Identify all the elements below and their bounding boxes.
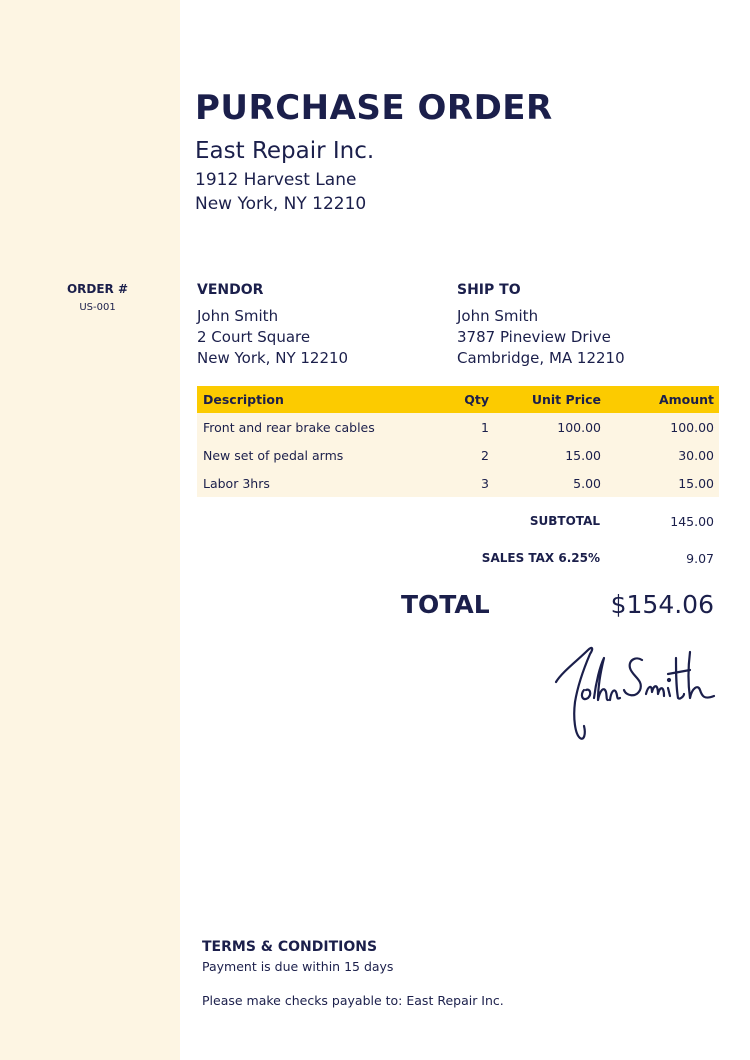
total-value: $154.06: [610, 590, 714, 619]
line-items-table: [197, 386, 719, 497]
item-unit-price: 15.00: [565, 447, 601, 463]
signature-image: [548, 638, 720, 746]
company-name: East Repair Inc.: [195, 138, 375, 164]
item-qty: 1: [481, 419, 489, 435]
company-address-street: 1912 Harvest Lane: [195, 170, 357, 190]
terms-checks-payable: Please make checks payable to: East Repair Inc.: [202, 993, 504, 1008]
order-number-label: ORDER #: [66, 282, 129, 296]
subtotal-value: 145.00: [670, 514, 714, 529]
total-label: TOTAL: [401, 590, 490, 619]
item-qty: 3: [481, 475, 489, 491]
header-unit-price: Unit Price: [531, 392, 601, 407]
header-qty: Qty: [464, 392, 489, 407]
vendor-city: New York, NY 12210: [197, 349, 349, 367]
item-amount: 100.00: [670, 419, 714, 435]
subtotal-label: SUBTOTAL: [529, 514, 600, 528]
table-row: [197, 441, 719, 469]
table-header-row: [197, 386, 719, 413]
ship-to-name: John Smith: [457, 307, 539, 325]
order-number-value: US-001: [79, 302, 116, 313]
item-description: New set of pedal arms: [203, 447, 344, 463]
document-title: PURCHASE ORDER: [195, 88, 553, 128]
terms-heading: TERMS & CONDITIONS: [202, 939, 378, 955]
item-description: Labor 3hrs: [203, 475, 270, 491]
item-unit-price: 5.00: [573, 475, 601, 491]
vendor-street: 2 Court Square: [197, 328, 311, 346]
item-amount: 30.00: [678, 447, 714, 463]
ship-to-street: 3787 Pineview Drive: [457, 328, 611, 346]
item-unit-price: 100.00: [557, 419, 601, 435]
vendor-name: John Smith: [197, 307, 279, 325]
sales-tax-label: SALES TAX 6.25%: [481, 551, 600, 565]
sidebar-panel: [0, 0, 180, 1060]
company-address-city: New York, NY 12210: [195, 194, 367, 214]
header-description: Description: [203, 392, 284, 407]
table-row: [197, 469, 719, 497]
terms-payment-due: Payment is due within 15 days: [202, 959, 394, 974]
table-row: [197, 413, 719, 441]
header-amount: Amount: [658, 392, 714, 407]
item-description: Front and rear brake cables: [203, 419, 375, 435]
ship-to-heading: SHIP TO: [457, 282, 521, 298]
ship-to-city: Cambridge, MA 12210: [457, 349, 625, 367]
vendor-heading: VENDOR: [197, 282, 264, 298]
item-amount: 15.00: [678, 475, 714, 491]
item-qty: 2: [481, 447, 489, 463]
sales-tax-value: 9.07: [686, 551, 714, 566]
